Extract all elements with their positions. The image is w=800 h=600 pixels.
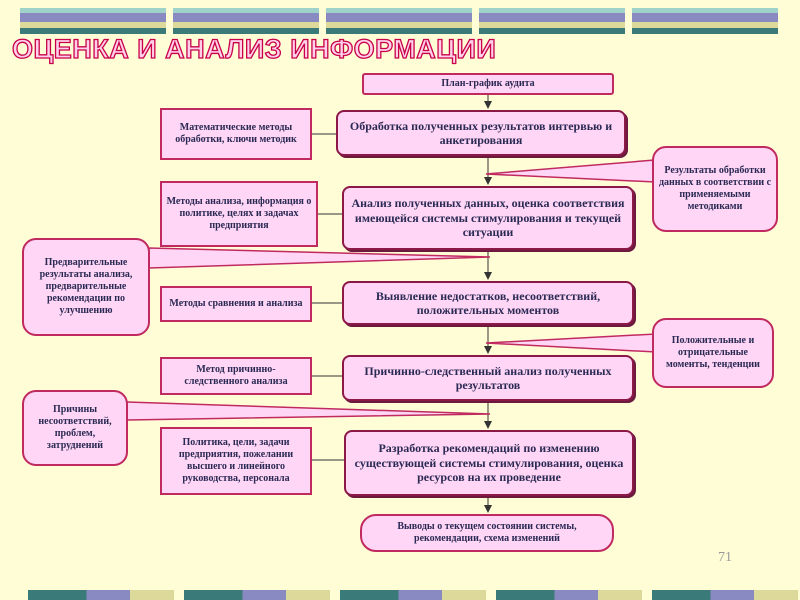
method-box-3: Методы сравнения и анализа (160, 286, 312, 322)
callout-right-1: Результаты обработки данных в соответствии с применяемыми методиками (652, 146, 778, 232)
callout-left-2: Причины несоответствий, проблем, затруднений (22, 390, 128, 466)
method-box-5: Политика, цели, задачи предприятия, пожелании высшего и линейного руководства, персонала (160, 427, 312, 495)
callout-pointer (149, 248, 490, 268)
callout-pointer (486, 160, 655, 182)
flow-step-5: Разработка рекомендаций по изменению существующей системы стимулирования, оценка ресурсов на их проведение (344, 430, 634, 496)
flow-end-bubble: Выводы о текущем состоянии системы, рекомендации, схема изменений (360, 514, 614, 552)
callout-right-2: Положительные и отрицательные моменты, тенденции (652, 318, 774, 388)
flow-step-2: Анализ полученных данных, оценка соответствия имеющейся системы стимулирования и текущей ситуации (342, 186, 634, 250)
callout-left-1: Предварительные результаты анализа, предварительные рекомендации по улучшению (22, 238, 150, 336)
page-number: 71 (718, 550, 732, 565)
page-title: ОЦЕНКА И АНАЛИЗ ИНФОРМАЦИИ (12, 34, 497, 64)
method-box-4: Метод причинно-следственного анализа (160, 357, 312, 395)
flow-step-3: Выявление недостатков, несоответствий, положительных моментов (342, 281, 634, 325)
flow-step-1: Обработка полученных результатов интервью и анкетирования (336, 110, 626, 156)
callout-pointer (126, 402, 490, 420)
flow-step-4: Причинно-следственный анализ полученных результатов (342, 355, 634, 401)
method-box-1: Математические методы обработки, ключи методик (160, 108, 312, 160)
method-box-2: Методы анализа, информация о политике, целях и задачах предприятия (160, 181, 318, 247)
flow-start-box: План-график аудита (362, 73, 614, 95)
callout-pointer (486, 334, 656, 352)
